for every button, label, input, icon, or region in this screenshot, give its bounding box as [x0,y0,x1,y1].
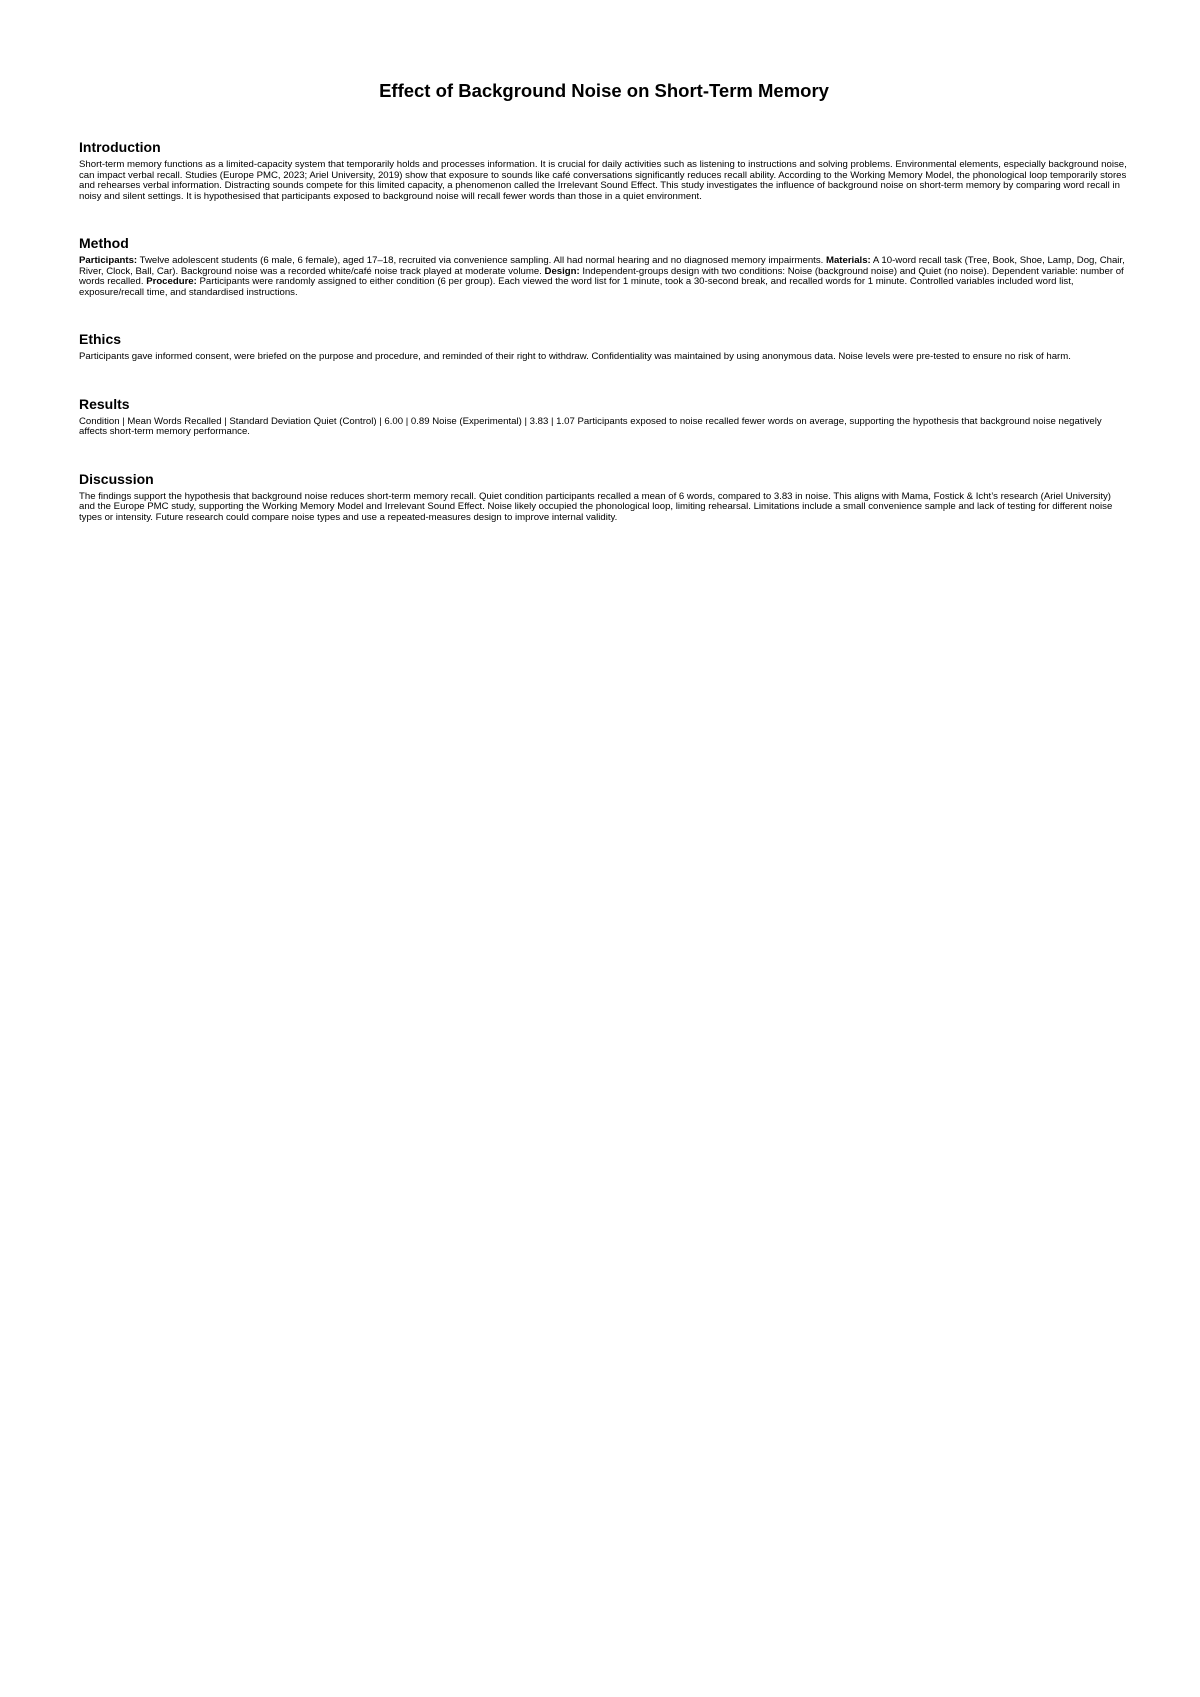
method-body [79,256,1129,298]
results-section [79,395,1129,438]
results-body: Condition | Mean Words Recalled | Standard Deviation Quiet (Control) | 6.00 | 0.89 Noise (Experimental) | 3.83 | 1.07 Participants exposed to noise recalled fewer words on average, supporting the hypothesis that background noise negatively affects short-term memory performance. [79,415,1102,437]
materials-text: A 10-word recall task (Tree, Book, Shoe, Lamp, Dog, Chair, River, Clock, Ball, Car). Background noise was a recorded white/café noise track played at moderate volume. [79,255,1125,277]
introduction-section [79,138,1129,202]
document-title: Effect of Background Noise on Short-Term Memory [379,80,829,101]
discussion-section [79,470,1129,524]
method-section [79,234,1129,298]
ethics-body: Participants gave informed consent, were briefed on the purpose and procedure, and reminded of their right to withdraw. Confidentiality was maintained by using anonymous data. Noise levels were pre-tested to ensure no risk of harm. [79,351,1071,362]
procedure-label: Procedure: [146,276,197,287]
discussion-body: The findings support the hypothesis that background noise reduces short-term memory recall. Quiet condition participants recalled a mean of 6 words, compared to 3.83 in noise. This aligns with Mama, Fostick & Icht’s research (Ariel University) and the Europe PMC study, supporting the Working Memory Model and Irrelevant Sound Effect. Noise likely occupied the phonological loop, limiting rehearsal. Limitations include a small convenience sample and lack of testing for different noise types or intensity. Future research could compare noise types and use a repeated-measures design to improve internal validity. [79,490,1113,523]
discussion-heading: Discussion [79,470,154,487]
design-text: Independent-groups design with two conditions: Noise (background noise) and Quiet (no noise). Dependent variable: number of words recalled. [79,265,1124,287]
introduction-body: Short-term memory functions as a limited-capacity system that temporarily holds and processes information. It is crucial for daily activities such as listening to instructions and solving problems. Environmental elements, especially background noise, can impact verbal recall. Studies (Europe PMC, 2023; Ariel University, 2019) show that exposure to sounds like café conversations significantly reduces recall ability. According to the Working Memory Model, the phonological loop temporarily stores and rehearses verbal information. Distracting sounds compete for this limited capacity, a phenomenon called the Irrelevant Sound Effect. This study investigates the influence of background noise on short-term memory by comparing word recall in noisy and silent settings. It is hypothesised that participants exposed to background noise will recall fewer words than those in a quiet environment. [79,159,1127,202]
design-label: Design: [544,265,580,277]
method-heading: Method [79,235,129,251]
participants-label: Participants: [79,255,138,266]
results-heading: Results [79,395,130,412]
document-page [79,80,1129,523]
ethics-section [79,330,1129,363]
participants-text: Twelve adolescent students (6 male, 6 female), aged 17–18, recruited via convenience sampling. All had normal hearing and no diagnosed memory impairments. [137,255,826,266]
procedure-text: Participants were randomly assigned to either condition (6 per group). Each viewed the word list for 1 minute, took a 30-second break, and recalled words for 1 minute. Controlled variables included word list, exposure/recall time, and standardised instructions. [79,276,1074,298]
ethics-heading: Ethics [79,331,122,347]
materials-label: Materials: [825,255,871,266]
introduction-heading: Introduction [79,139,161,155]
